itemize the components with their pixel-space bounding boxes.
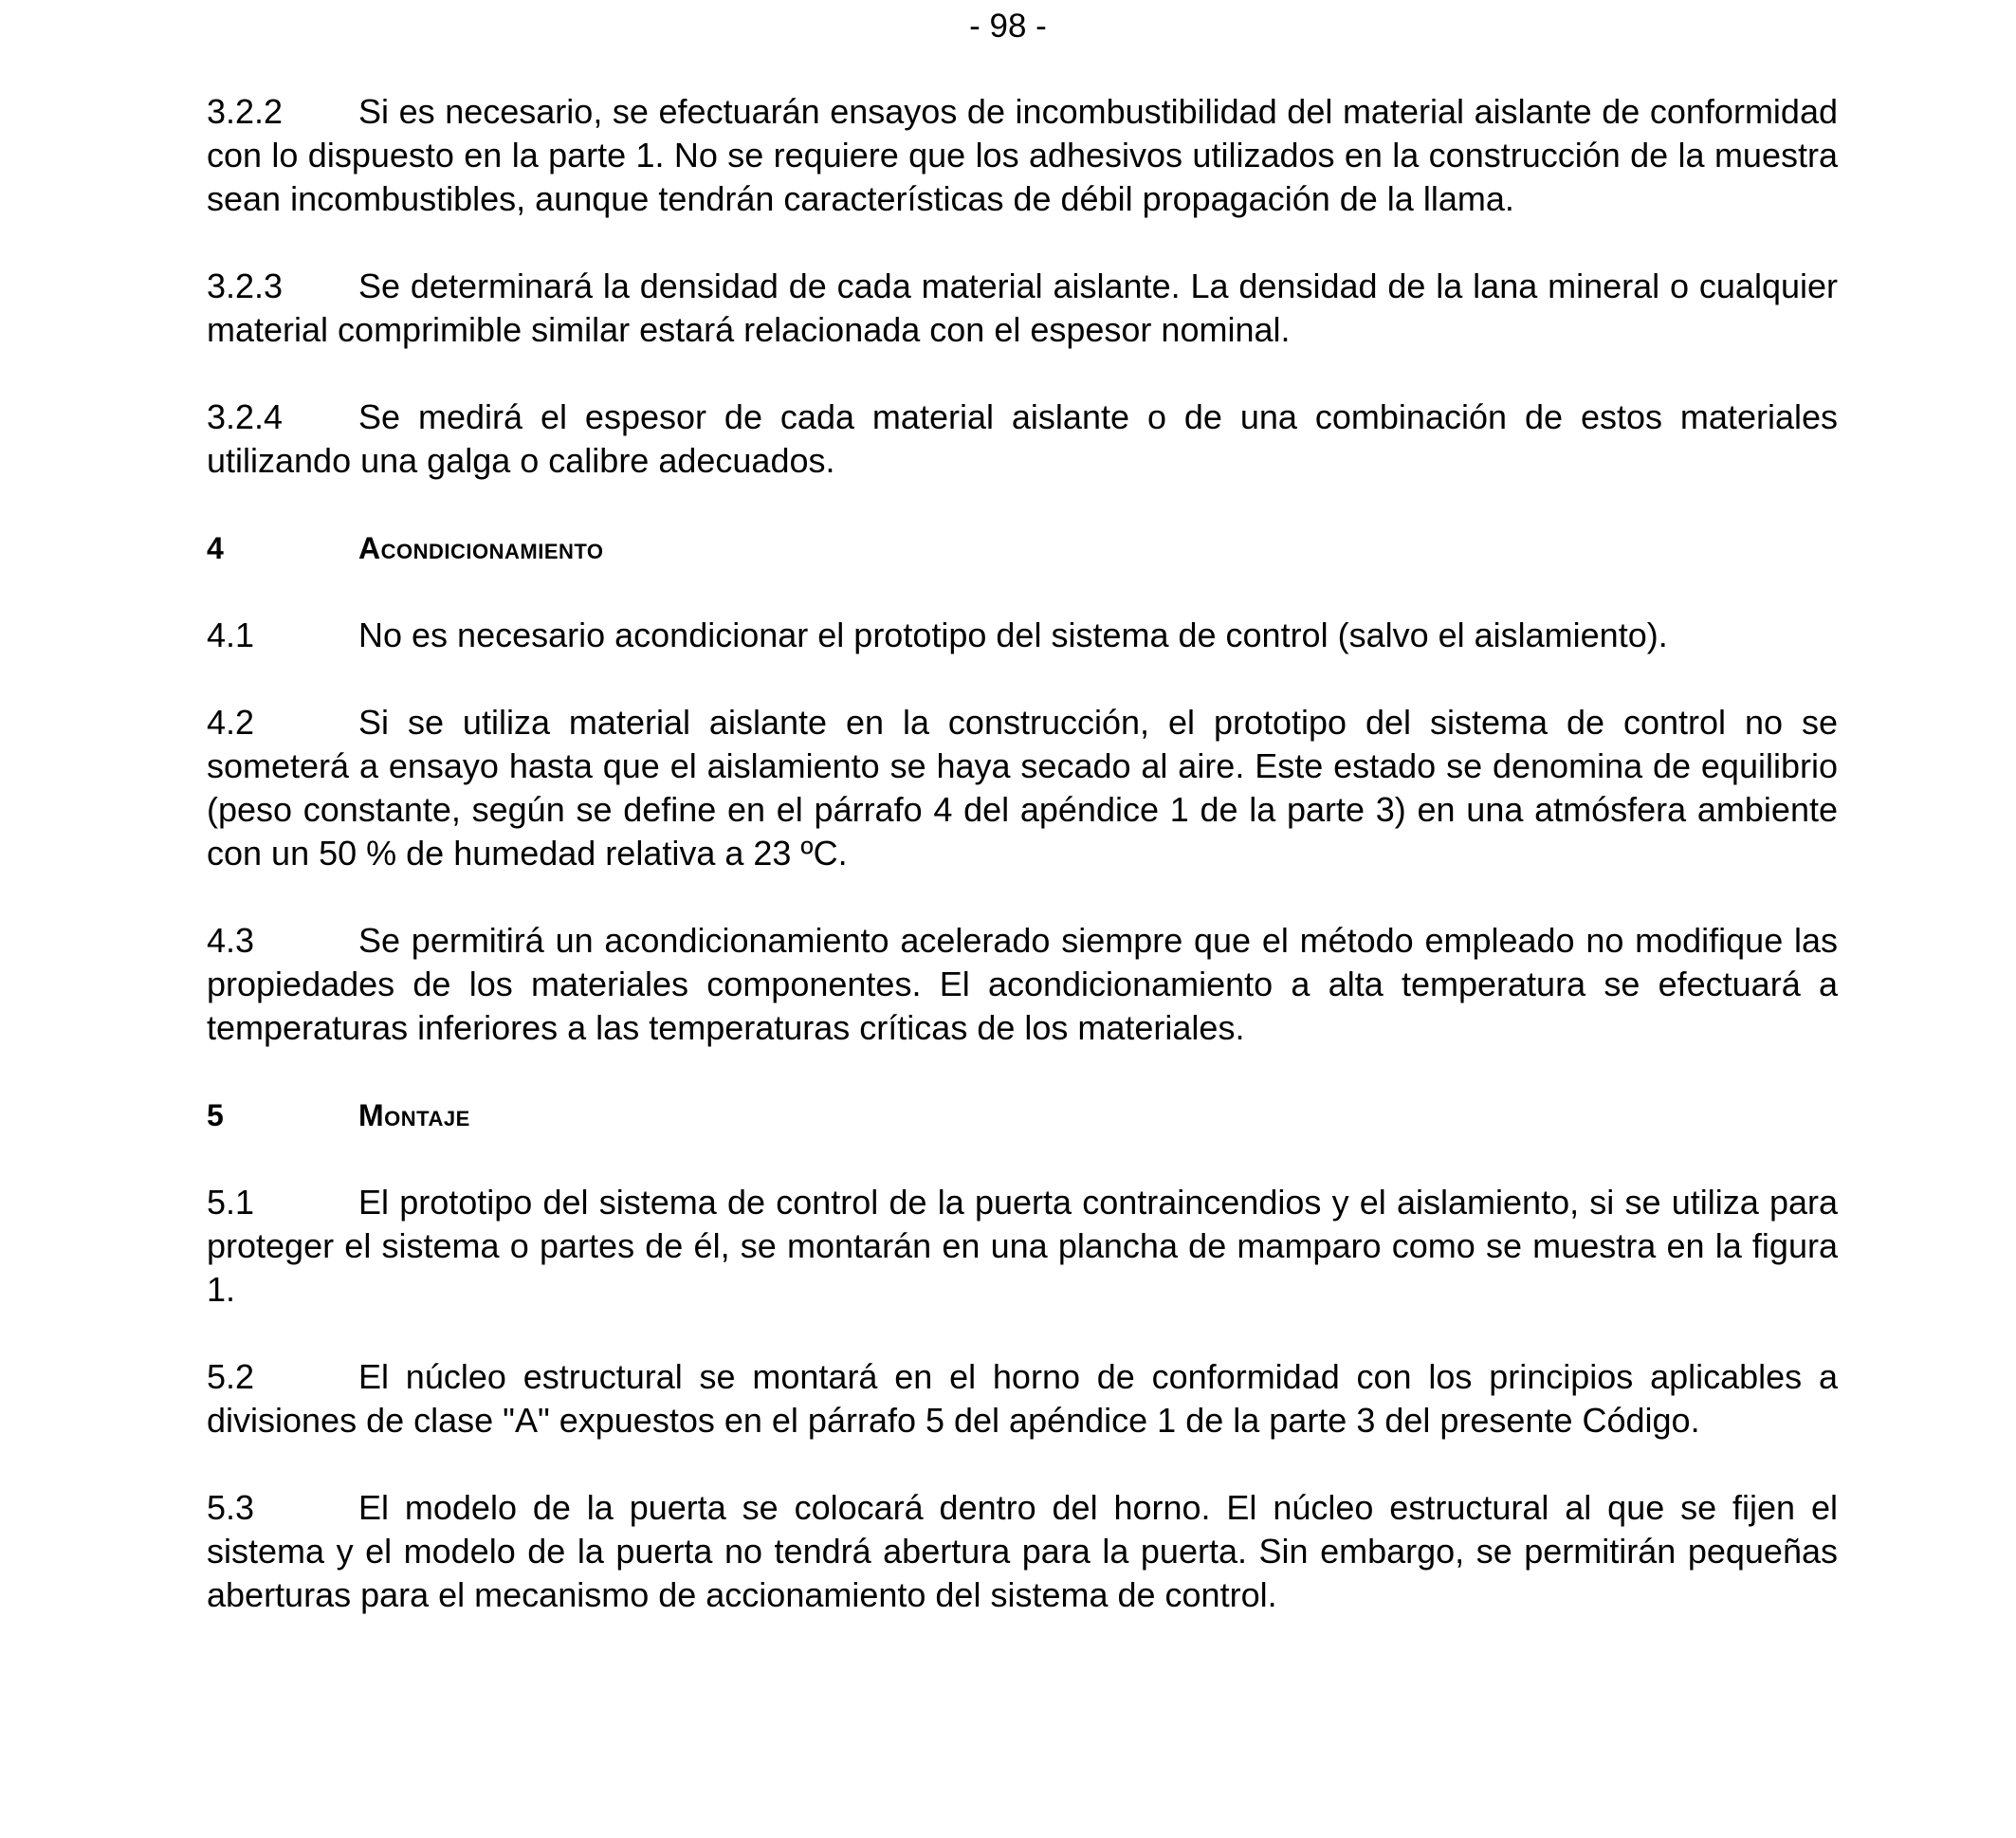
page-number: - 98 - bbox=[969, 8, 1047, 45]
paragraph-3-2-3 bbox=[207, 265, 1838, 352]
paragraph-text: Si es necesario, se efectuarán ensayos de incombustibilidad del material aislante de conformidad con lo dispuesto en la parte 1. No se requiere que los adhesivos utilizados en la construcción de la muestra sean incombustibles, aunque tendrán características de débil propagación de la llama. bbox=[207, 92, 1838, 218]
section-number: 5 bbox=[207, 1098, 224, 1132]
paragraph-number: 3.2.3 bbox=[207, 267, 284, 305]
paragraph-text: Se medirá el espesor de cada material aislante o de una combinación de estos materiales utilizando una galga o calibre adecuados. bbox=[207, 397, 1838, 480]
paragraph-text: Si se utiliza material aislante en la construcción, el prototipo del sistema de control no se someterá a ensayo hasta que el aislamiento se haya secado al aire. Este estado se denomina de equilibrio (peso constante, según se define en el párrafo 4 del apéndice 1 de la parte 3) en una atmósfera ambiente con un 50 % de humedad relativa a 23 ºC. bbox=[207, 703, 1838, 873]
paragraph-4-2 bbox=[207, 701, 1838, 875]
section-title: Montaje bbox=[358, 1098, 470, 1132]
paragraph-number: 4.3 bbox=[207, 921, 255, 960]
paragraph-text: El prototipo del sistema de control de la puerta contraincendios y el aislamiento, si se utiliza para proteger el sistema o partes de él, se montarán en una plancha de mamparo como se muestra en la figura 1. bbox=[207, 1183, 1838, 1309]
paragraph-number: 5.2 bbox=[207, 1357, 255, 1396]
paragraph-3-2-4 bbox=[207, 395, 1838, 483]
paragraph-number: 5.3 bbox=[207, 1488, 255, 1527]
paragraph-number: 4.1 bbox=[207, 616, 255, 654]
section-title: Acondicionamiento bbox=[358, 531, 604, 565]
document-body bbox=[207, 90, 1838, 1617]
paragraph-5-1 bbox=[207, 1181, 1838, 1312]
section-number: 4 bbox=[207, 531, 224, 565]
section-heading-5 bbox=[207, 1094, 1838, 1137]
paragraph-number: 3.2.4 bbox=[207, 397, 284, 436]
paragraph-text: El núcleo estructural se montará en el horno de conformidad con los principios aplicables a divisiones de clase "A" expuestos en el párrafo 5 del apéndice 1 de la parte 3 del presente Código. bbox=[207, 1357, 1838, 1440]
paragraph-5-2 bbox=[207, 1355, 1838, 1443]
paragraph-4-3 bbox=[207, 919, 1838, 1050]
paragraph-text: Se permitirá un acondicionamiento acelerado siempre que el método empleado no modifique las propiedades de los materiales componentes. El acondicionamiento a alta temperatura se efectuará a temperaturas inferiores a las temperaturas críticas de los materiales. bbox=[207, 921, 1838, 1047]
paragraph-3-2-2 bbox=[207, 90, 1838, 221]
paragraph-text: No es necesario acondicionar el prototipo del sistema de control (salvo el aislamiento). bbox=[358, 616, 1668, 654]
paragraph-number: 3.2.2 bbox=[207, 92, 284, 131]
paragraph-text: Se determinará la densidad de cada material aislante. La densidad de la lana mineral o cualquier material comprimible similar estará relacionada con el espesor nominal. bbox=[207, 267, 1838, 349]
paragraph-number: 5.1 bbox=[207, 1183, 255, 1222]
paragraph-4-1 bbox=[207, 614, 1838, 657]
paragraph-5-3 bbox=[207, 1486, 1838, 1617]
paragraph-number: 4.2 bbox=[207, 703, 255, 742]
section-heading-4 bbox=[207, 526, 1838, 570]
paragraph-text: El modelo de la puerta se colocará dentro del horno. El núcleo estructural al que se fijen el sistema y el modelo de la puerta no tendrá abertura para la puerta. Sin embargo, se permitirán pequeñas aberturas para el mecanismo de accionamiento del sistema de control. bbox=[207, 1488, 1838, 1614]
